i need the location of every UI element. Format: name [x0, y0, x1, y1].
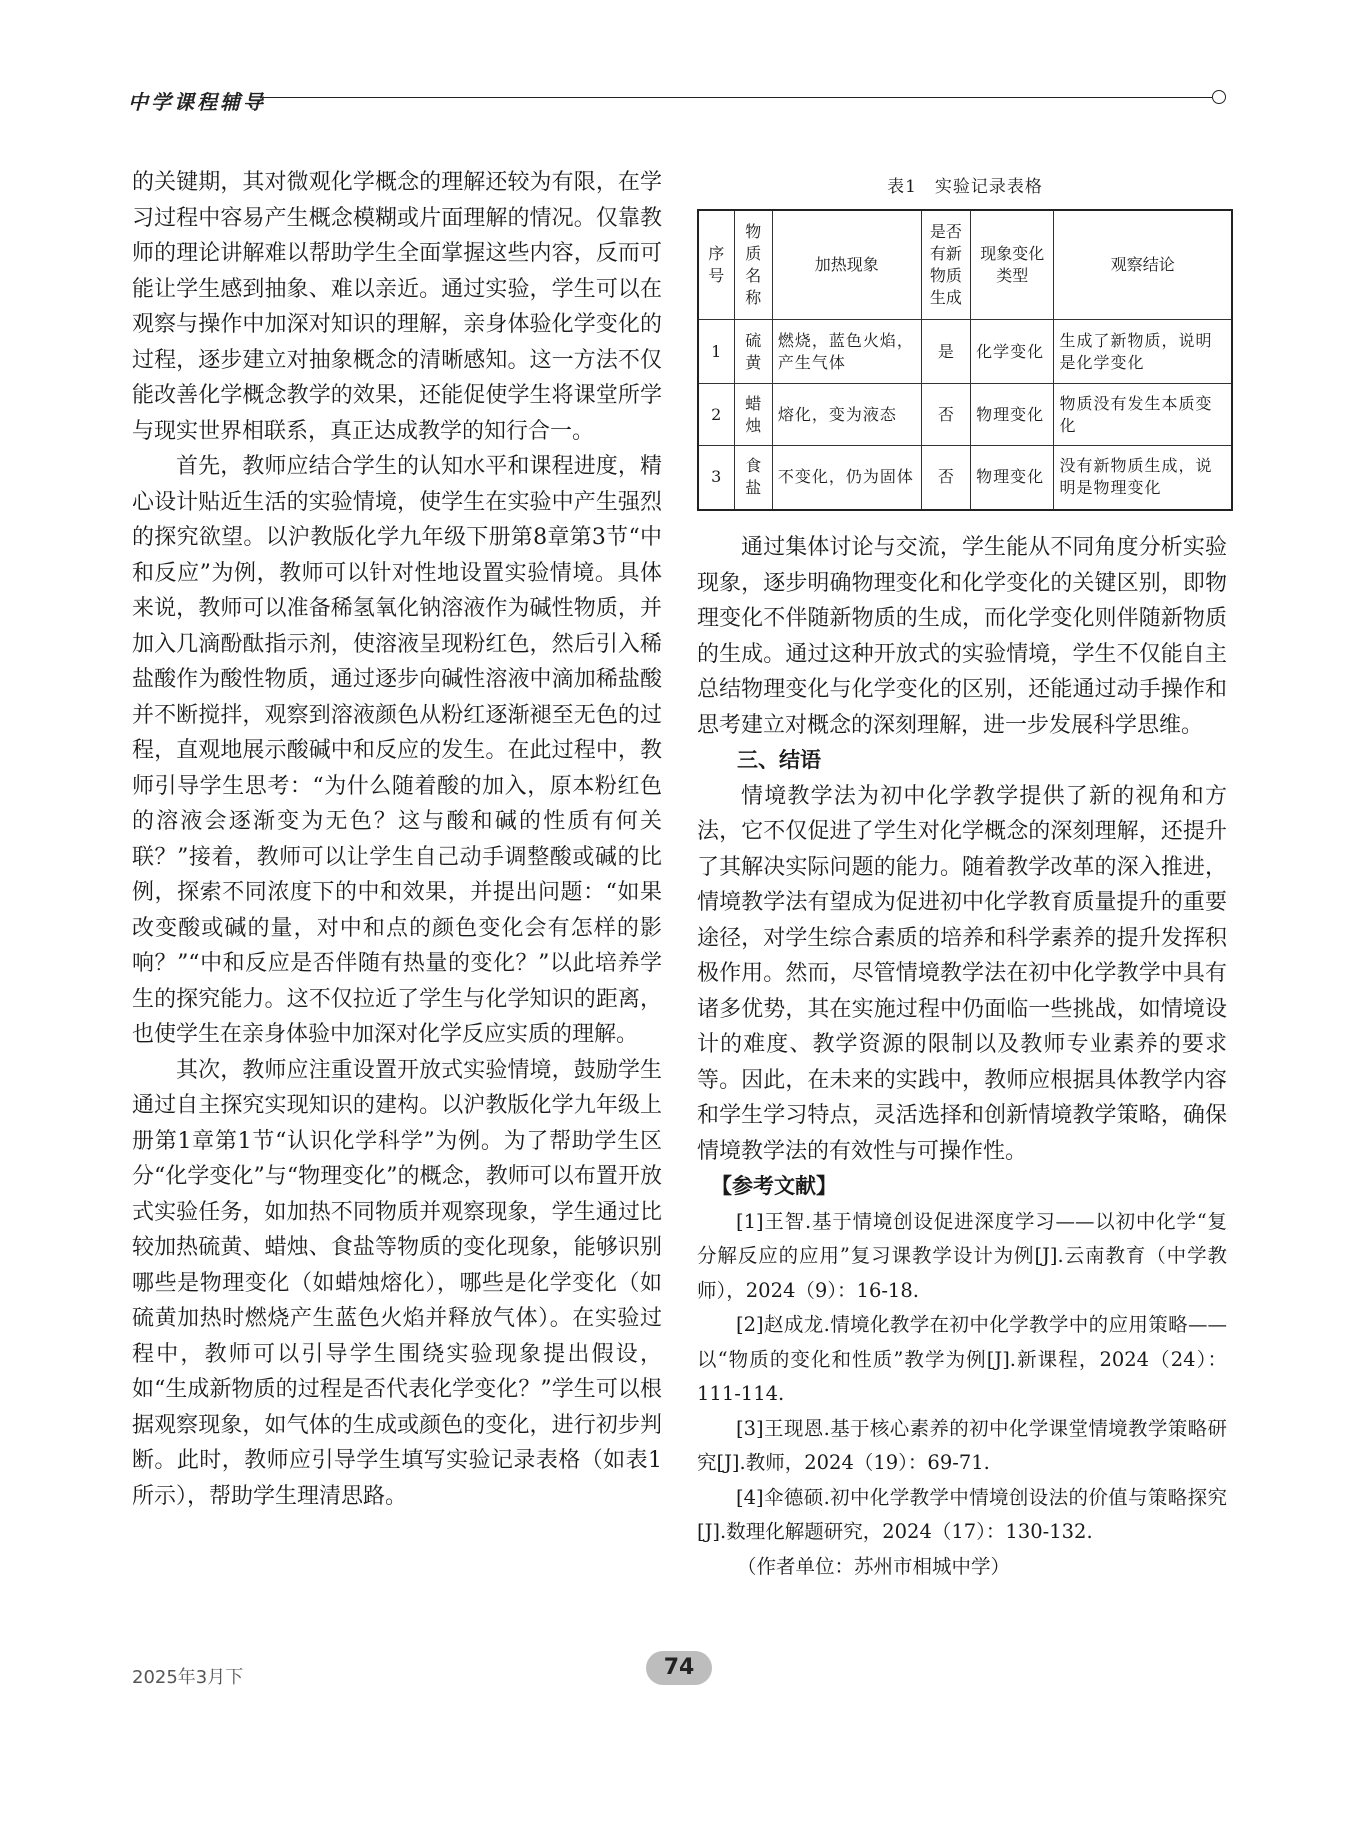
table-row — [698, 446, 1232, 510]
table-cell: 1 — [698, 320, 734, 384]
header-cell: 现象变化类型 — [971, 210, 1054, 320]
table-header-row — [698, 210, 1232, 320]
table-cell: 不变化，仍为固体 — [772, 446, 921, 510]
header-cell: 序号 — [698, 210, 734, 320]
table-cell: 生成了新物质，说明是化学变化 — [1054, 320, 1232, 384]
table-row — [698, 320, 1232, 384]
journal-title: 中学课程辅导 — [128, 90, 266, 114]
paragraph: 情境教学法为初中化学教学提供了新的视角和方法，它不仅促进了学生对化学概念的深刻理解，还提升了其解决实际问题的能力。随着教学改革的深入推进，情境教学法有望成为促进初中化学教育质量提升的重要途径，对学生综合素质的培养和科学素养的提升发挥积极作用。然而，尽管情境教学法在初中化学教学中具有诸多优势，其在实施过程中仍面临一些挑战，如情境设计的难度、教学资源的限制以及教师专业素养的要求等。因此，在未来的实践中，教师应根据具体教学内容和学生学习特点，灵活选择和创新情境教学策略，确保情境教学法的有效性与可操作性。 — [697, 783, 1227, 1164]
header-cell: 物质名称 — [734, 210, 772, 320]
table-cell: 没有新物质生成，说明是物理变化 — [1054, 446, 1232, 510]
table-cell: 蜡烛 — [734, 384, 772, 446]
paragraph: 通过集体讨论与交流，学生能从不同角度分析实验现象，逐步明确物理变化和化学变化的关键区别，即物理变化不伴随新物质的生成，而化学变化则伴随新物质的生成。通过这种开放式的实验情境，学生不仅能自主总结物理变化与化学变化的区别，还能通过动手操作和思考建立对概念的深刻理解，进一步发展科学思维。 — [697, 535, 1227, 738]
left-column — [132, 165, 662, 1514]
table-cell: 硫黄 — [734, 320, 772, 384]
header-circle-ornament — [1212, 90, 1226, 104]
page-number: 74 — [646, 1651, 712, 1685]
experiment-record-table — [697, 209, 1233, 511]
issue-date: 2025年3月下 — [132, 1667, 244, 1688]
table-cell: 3 — [698, 446, 734, 510]
experiment-table-block — [697, 172, 1233, 511]
table-cell: 熔化，变为液态 — [772, 384, 921, 446]
table-cell: 是 — [921, 320, 971, 384]
paragraph: 首先，教师应结合学生的认知水平和课程进度，精心设计贴近生活的实验情境，使学生在实验中产生强烈的探究欲望。以沪教版化学九年级下册第8章第3节“中和反应”为例，教师可以针对性地设置实验情境。具体来说，教师可以准备稀氢氧化钠溶液作为碱性物质，并加入几滴酚酞指示剂，使溶液呈现粉红色，然后引入稀盐酸作为酸性物质，通过逐步向碱性溶液中滴加稀盐酸并不断搅拌，观察到溶液颜色从粉红逐渐褪至无色的过程，直观地展示酸碱中和反应的发生。在此过程中，教师引导学生思考：“为什么随着酸的加入，原本粉红色的溶液会逐渐变为无色？这与酸和碱的性质有何关联？”接着，教师可以让学生自己动手调整酸或碱的比例，探索不同浓度下的中和效果，并提出问题：“如果改变酸或碱的量，对中和点的颜色变化会有怎样的影响？”“中和反应是否伴随有热量的变化？”以此培养学生的探究能力。这不仅拉近了学生与化学知识的距离，也使学生在亲身体验中加深对化学反应实质的理解。 — [132, 454, 662, 1047]
reference-item: [1]王智.基于情境创设促进深度学习——以初中化学“复分解反应的应用”复习课教学设计为例[J].云南教育（中学教师），2024（9）：16-18. — [697, 1209, 1227, 1302]
table-row — [698, 384, 1232, 446]
header-rule — [260, 97, 1212, 98]
header-cell: 加热现象 — [772, 210, 921, 320]
reference-item: [2]赵成龙.情境化教学在初中化学教学中的应用策略——以“物质的变化和性质”教学为例[J].新课程，2024（24）：111-114. — [697, 1313, 1227, 1405]
section-title: 三、结语 — [737, 748, 821, 772]
table-cell: 化学变化 — [971, 320, 1054, 384]
right-column — [697, 530, 1227, 1584]
page-header — [128, 92, 1226, 112]
table-cell: 否 — [921, 384, 971, 446]
references-title: 【参考文献】 — [711, 1174, 837, 1198]
reference-item: [4]伞德硕.初中化学教学中情境创设法的价值与策略探究[J].数理化解题研究，2024（17）：130-132. — [697, 1485, 1227, 1543]
reference-item: [3]王现恩.基于核心素养的初中化学课堂情境教学策略研究[J].教师，2024（19）：69-71. — [697, 1416, 1227, 1474]
paragraph: 的关键期，其对微观化学概念的理解还较为有限，在学习过程中容易产生概念模糊或片面理解的情况。仅靠教师的理论讲解难以帮助学生全面掌握这些内容，反而可能让学生感到抽象、难以亲近。通过实验，学生可以在观察与操作中加深对知识的理解，亲身体验化学变化的过程，逐步建立对抽象概念的清晰感知。这一方法不仅能改善化学概念教学的效果，还能促使学生将课堂所学与现实世界相联系，真正达成教学的知行合一。 — [132, 170, 662, 444]
header-cell: 观察结论 — [1054, 210, 1232, 320]
table-cell: 2 — [698, 384, 734, 446]
table-cell: 物理变化 — [971, 446, 1054, 510]
table-cell: 食盐 — [734, 446, 772, 510]
table-cell: 燃烧，蓝色火焰，产生气体 — [772, 320, 921, 384]
table-cell: 物理变化 — [971, 384, 1054, 446]
header-cell: 是否有新物质生成 — [921, 210, 971, 320]
author-affiliation: （作者单位：苏州市相城中学） — [737, 1554, 1011, 1578]
paragraph: 其次，教师应注重设置开放式实验情境，鼓励学生通过自主探究实现知识的建构。以沪教版化学九年级上册第1章第1节“认识化学科学”为例。为了帮助学生区分“化学变化”与“物理变化”的概念，教师可以布置开放式实验任务，如加热不同物质并观察现象，学生通过比较加热硫黄、蜡烛、食盐等物质的变化现象，能够识别哪些是物理变化（如蜡烛熔化），哪些是化学变化（如硫黄加热时燃烧产生蓝色火焰并释放气体）。在实验过程中，教师可以引导学生围绕实验现象提出假设，如“生成新物质的过程是否代表化学变化？”学生可以根据观察现象，如气体的生成或颜色的变化，进行初步判断。此时，教师应引导学生填写实验记录表格（如表1所示），帮助学生理清思路。 — [132, 1057, 662, 1509]
table-cell: 否 — [921, 446, 971, 510]
table-caption: 表1 实验记录表格 — [887, 177, 1043, 197]
table-cell: 物质没有发生本质变化 — [1054, 384, 1232, 446]
